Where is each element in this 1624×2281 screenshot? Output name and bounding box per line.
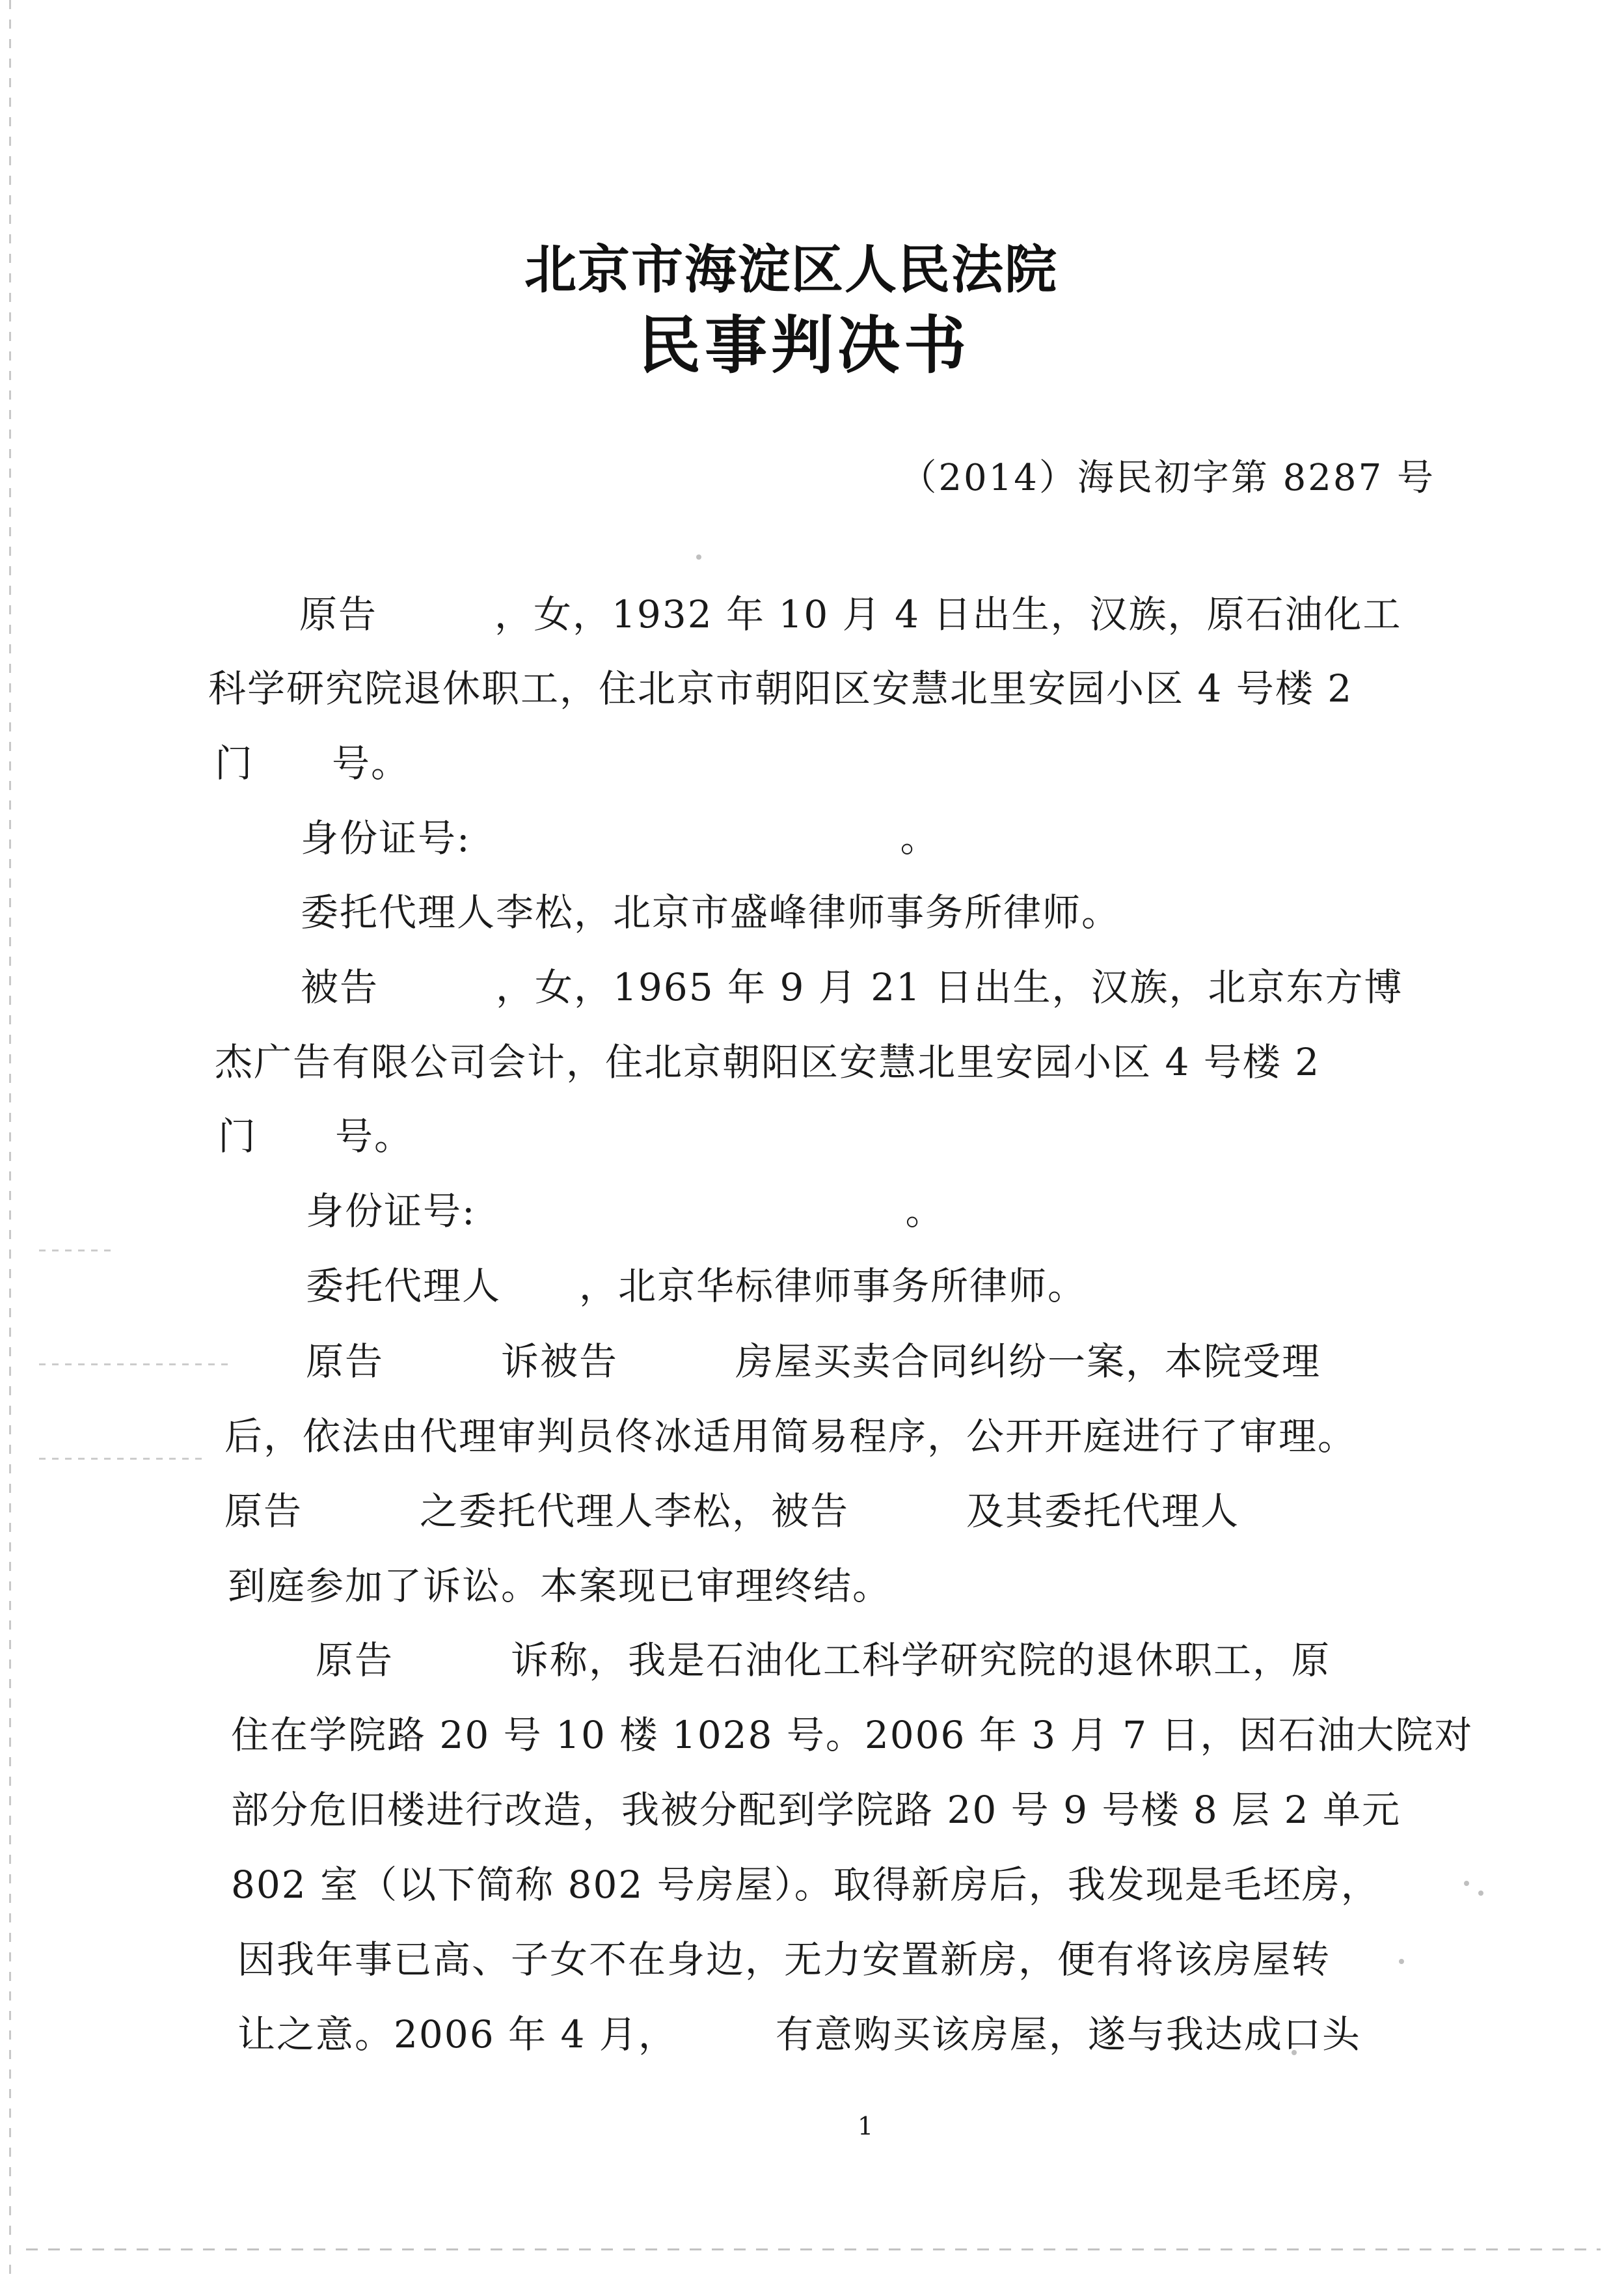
- body-line: 到庭参加了诉讼。本案现已审理终结。: [228, 1564, 892, 1608]
- body-line: 原告 ，女，1932 年 10 月 4 日出生，汉族，原石油化工: [299, 592, 1402, 636]
- body-line: 住在学院路 20 号 10 楼 1028 号。2006 年 3 月 7 日，因石油大院对: [231, 1713, 1474, 1757]
- court-name: 北京市海淀区人民法院: [524, 239, 1058, 300]
- body-line: 门 号。: [215, 741, 411, 785]
- body-line: 被告 ，女，1965 年 9 月 21 日出生，汉族，北京东方博: [301, 965, 1403, 1009]
- body-line: 身份证号: 。: [306, 1189, 945, 1233]
- body-line: 委托代理人 ，北京华标律师事务所律师。: [306, 1264, 1087, 1308]
- body-line: 原告 诉称，我是石油化工科学研究院的退休职工，原: [316, 1638, 1331, 1682]
- scan-dash-artifact: [39, 1458, 208, 1460]
- body-line: 原告 之委托代理人李松，被告 及其委托代理人: [224, 1489, 1240, 1533]
- body-line: 部分危旧楼进行改造，我被分配到学院路 20 号 9 号楼 8 层 2 单元: [231, 1788, 1401, 1832]
- case-number: （2014）海民初字第 8287 号: [900, 457, 1435, 499]
- body-line: 科学研究院退休职工，住北京市朝阳区安慧北里安园小区 4 号楼 2: [208, 666, 1353, 711]
- scan-speck: [696, 554, 701, 560]
- body-line: 后，依法由代理审判员佟冰适用简易程序，公开开庭进行了审理。: [224, 1414, 1357, 1458]
- page-number: 1: [858, 2112, 874, 2140]
- body-line: 身份证号: 。: [301, 816, 940, 860]
- scan-speck: [1399, 1959, 1404, 1964]
- scan-speck: [1478, 1891, 1483, 1896]
- scan-dash-artifact: [39, 1363, 234, 1365]
- body-line: 门 号。: [218, 1114, 414, 1158]
- body-line: 原告 诉被告 房屋买卖合同纠纷一案，本院受理: [306, 1339, 1321, 1384]
- document-type-title: 民事判决书: [638, 308, 970, 382]
- body-line: 让之意。2006 年 4 月， 有意购买该房屋，遂与我达成口头: [237, 2012, 1361, 2056]
- body-line: 杰广告有限公司会计，住北京朝阳区安慧北里安园小区 4 号楼 2: [215, 1040, 1321, 1084]
- body-line: 因我年事已高、子女不在身边，无力安置新房，便有将该房屋转: [237, 1937, 1331, 1982]
- scan-dash-artifact: [39, 1250, 111, 1251]
- body-line: 802 室（以下简称 802 号房屋）。取得新房后，我发现是毛坯房，: [231, 1863, 1380, 1907]
- body-line: 委托代理人李松，北京市盛峰律师事务所律师。: [301, 890, 1121, 935]
- scan-speck: [1464, 1881, 1469, 1886]
- scan-bottom-artifact: [26, 2248, 1601, 2250]
